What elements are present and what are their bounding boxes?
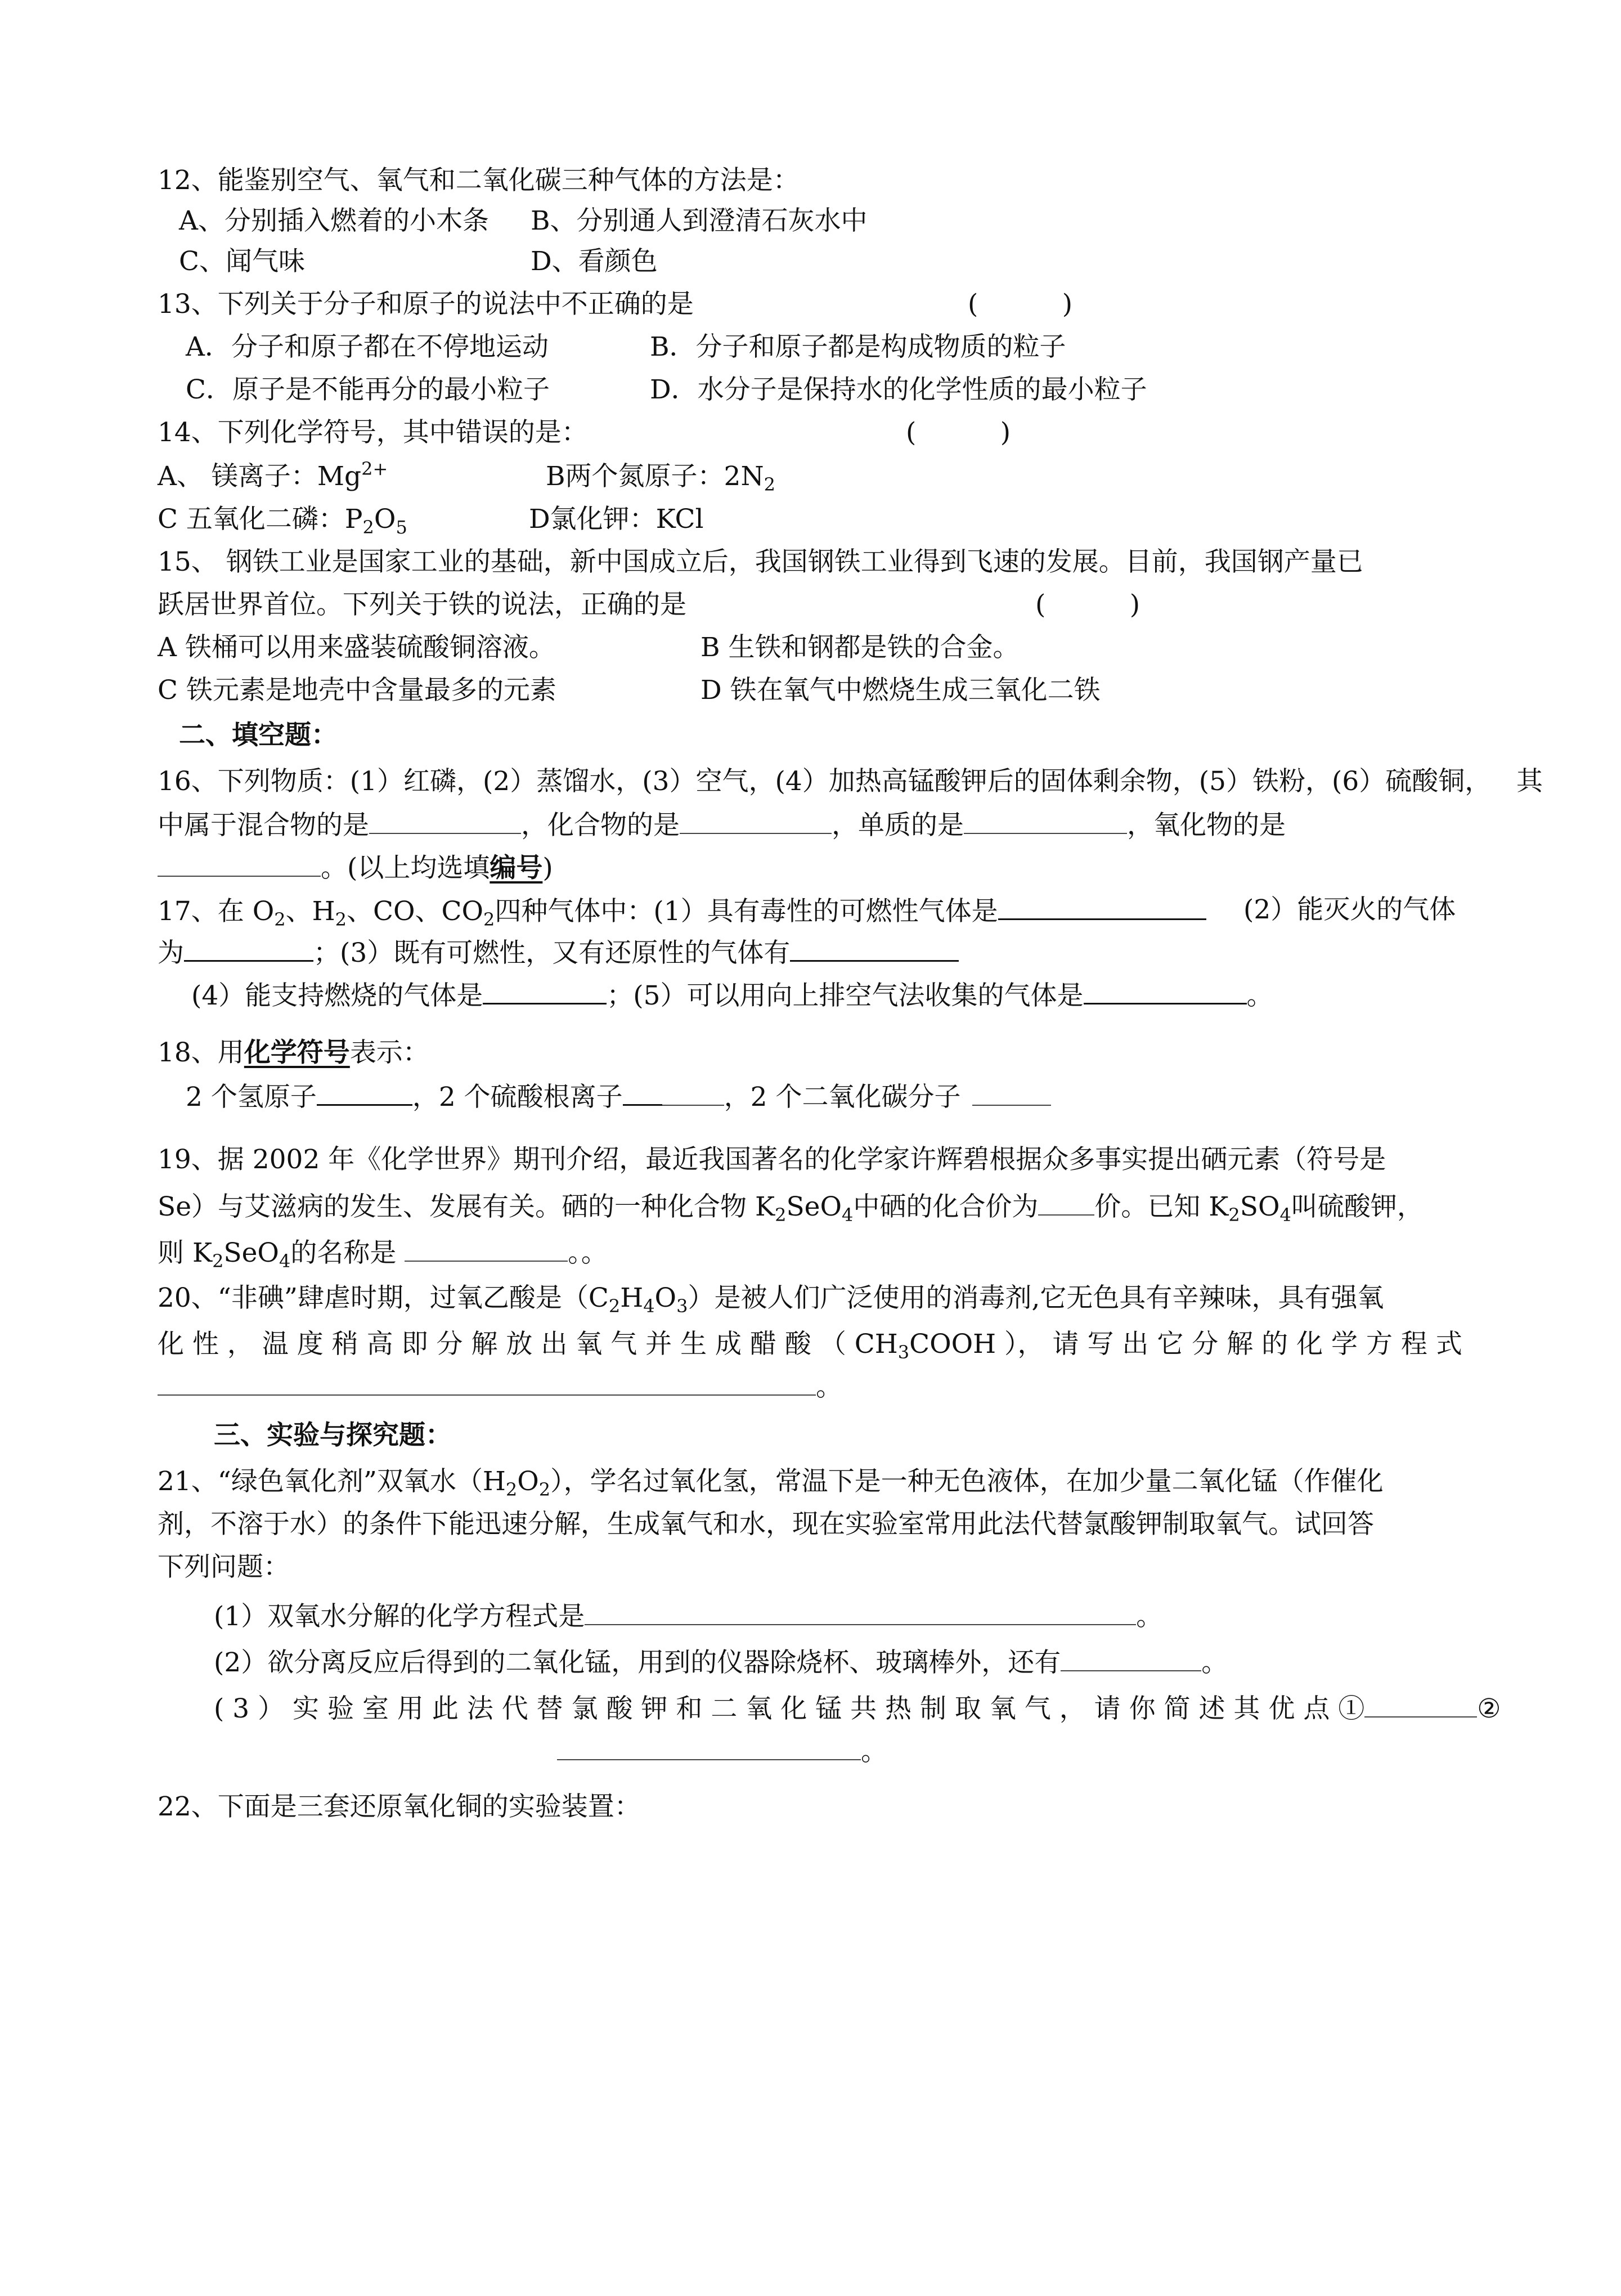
q21-line1 [158, 1464, 1621, 1499]
q14-options-cd [158, 502, 1621, 537]
q19-sub-4: 4 [1279, 1204, 1291, 1226]
q15-answer-paren: ( ) [1035, 589, 1140, 620]
q17-blank-toxic-fuel[interactable] [998, 893, 1206, 920]
q21-text-9: 。 [1201, 1647, 1228, 1678]
q16-text-7: 编号 [490, 853, 543, 884]
q14-option-c: C 五氧化二磷：$P_2O_5$ [158, 504, 407, 538]
q21-sub-2: 2 [538, 1479, 551, 1500]
section-experiment-title [214, 1418, 1621, 1453]
q17-blank-upward-air[interactable] [1084, 977, 1247, 1004]
q21-text-3: ），学名过氧化氢，常温下是一种无色液体，在加少量二氧化锰（作催化 [550, 1466, 1384, 1497]
q17-blank-support-combustion[interactable] [483, 977, 607, 1004]
q20-text-2: H [620, 1282, 644, 1313]
q21-text-6: (1）双氧水分解的化学方程式是 [214, 1601, 585, 1632]
q14-option-d: D氯化钾：KCl [529, 504, 704, 535]
q19-text-2: Se）与艾滋病的发生、发展有关。硒的一种化合物 K [158, 1191, 775, 1222]
q19-sub-6: 4 [279, 1250, 291, 1272]
q20-text-7: 。 [816, 1371, 842, 1402]
q19-text-1: 19、据 2002 年《化学世界》期刊介绍，最近我国著名的化学家许辉碧根据众多事实提出硒元素（符号是 [158, 1144, 1386, 1175]
q18-text-6: ，2 个二氧化碳分子 [724, 1082, 961, 1113]
q17-text-9: ；(5）可以用向上排空气法收集的气体是 [607, 980, 1084, 1011]
q20-text-4: ）是被人们广泛使用的消毒剂,它无色具有辛辣味，具有强氧 [688, 1282, 1384, 1313]
q16-text-8: ) [542, 853, 553, 884]
q19-line2 [158, 1189, 1621, 1225]
q19-sub-2: 4 [841, 1204, 854, 1226]
q18-text-1: 18、用 [158, 1037, 244, 1068]
q17-text-7: ；(3）既有可燃性，又有还原性的气体有 [313, 938, 791, 968]
q22-stem [158, 1790, 1621, 1824]
q15-stem-line1 [158, 545, 1621, 580]
q17-text-5: (2）能灭火的气体 [1243, 894, 1456, 925]
q21-line3 [158, 1550, 1621, 1585]
q15-option-c: C 铁元素是地壳中含量最多的元素 [158, 675, 556, 706]
q19-sub-1: 2 [775, 1204, 787, 1226]
q18-text-3: 表示： [349, 1037, 429, 1068]
q14-stem-text: 14、下列化学符号，其中错误的是： [158, 417, 588, 448]
q12-stem [158, 163, 1621, 198]
q13-option-c: C．原子是不能再分的最小粒子 [186, 374, 550, 405]
section-fill-in-title [179, 718, 1621, 753]
q18-text-2: 化学符号 [244, 1037, 350, 1068]
q13-option-a: A．分子和原子都在不停地运动 [186, 331, 549, 362]
q20-sub-1: 2 [608, 1295, 621, 1317]
q15-option-a: A 铁桶可以用来盛装硫酸铜溶液。 [158, 632, 555, 663]
q17-blank-extinguish[interactable] [184, 934, 313, 962]
q17-text-4: 四种气体中：(1）具有毒性的可燃性气体是 [495, 896, 998, 927]
q20-line1 [158, 1281, 1621, 1316]
q20-text-1: 20、“非碘”肆虐时期，过氧乙酸是（C [158, 1282, 609, 1313]
q19-sub-5: 2 [212, 1250, 224, 1272]
q18-text-4: 2 个氢原子 [186, 1082, 317, 1113]
q20-blank-equation[interactable] [158, 1369, 816, 1396]
q12-options-ab [179, 204, 1621, 239]
q19-sub-3: 2 [1228, 1204, 1240, 1226]
q22-stem-text: 22、下面是三套还原氧化铜的实验装置： [158, 1791, 641, 1822]
q15-option-d: D 铁在氧气中燃烧生成三氧化二铁 [701, 675, 1101, 706]
q19-text-6: SO [1240, 1191, 1280, 1222]
q14-option-a: A、 镁离子：$Mg^{2+}$ [158, 458, 388, 492]
q16-line2 [158, 807, 1621, 843]
q21-blank-advantage-1[interactable] [1364, 1690, 1477, 1717]
q19-blank-compound-name[interactable] [405, 1235, 568, 1262]
q17-line2 [158, 934, 1621, 971]
q19-text-4: 中硒的化合价为 [853, 1191, 1039, 1222]
q17-sub-1: 2 [274, 909, 286, 930]
q19-text-9: SeO [223, 1237, 279, 1268]
q16-blank-oxide[interactable] [158, 850, 321, 877]
q21-text-5: 下列问题： [158, 1551, 290, 1582]
q13-option-b: B．分子和原子都是构成物质的粒子 [650, 331, 1066, 362]
q21-sub1 [214, 1598, 1621, 1634]
q16-text-2: 中属于混合物的是 [158, 810, 369, 841]
q13-answer-paren: ( ) [968, 289, 1073, 320]
q13-stem-text: 13、下列关于分子和原子的说法中不正确的是 [158, 289, 694, 320]
q18-line2 [186, 1078, 1621, 1115]
q15-options-cd [158, 673, 1621, 708]
q14-answer-paren: ( ) [906, 417, 1011, 448]
q12-option-b: B、分别通人到澄清石灰水中 [531, 205, 868, 236]
q18-blank-hydrogen-atoms[interactable] [317, 1078, 412, 1106]
q16-text-3: ，化合物的是 [521, 810, 680, 841]
q12-option-d: D、看颜色 [531, 246, 658, 277]
q18-line1 [158, 1035, 1621, 1070]
q20-sub-2: 4 [643, 1295, 655, 1317]
q14-option-b: B两个氮原子：$2N_2$ [546, 461, 775, 495]
q15-options-ab [158, 630, 1621, 665]
q20-sub-3: 3 [676, 1295, 688, 1317]
q15-stem-text-1: 15、 钢铁工业是国家工业的基础，新中国成立后，我国钢铁工业得到飞速的发展。目前，我国钢产量已 [158, 546, 1363, 577]
q21-text-7: 。 [1136, 1601, 1163, 1632]
q16-text-5: ，氧化物的是 [1127, 810, 1286, 841]
q18-text-5: ，2 个硫酸根离子 [412, 1082, 623, 1113]
q19-text-11: 。。 [568, 1237, 608, 1268]
q21-text-10: ( 3 ） 实 验 室 用 此 法 代 替 氯 酸 钾 和 二 氧 化 锰 共 热 制 取 氧 气 ， 请 你 简 述 其 优 点 ① [214, 1693, 1365, 1724]
q18-blank-sulfate-ions-a[interactable] [623, 1078, 662, 1106]
q21-text-8: (2）欲分离反应后得到的二氧化锰，用到的仪器除烧杯、玻璃棒外，还有 [214, 1647, 1061, 1678]
q20-sub-4: 3 [897, 1342, 910, 1363]
q16-text-6: 。(以上均选填 [321, 853, 490, 884]
q19-text-7: 叫硫酸钾， [1291, 1191, 1424, 1222]
q13-option-d: D．水分子是保持水的化学性质的最小粒子 [650, 374, 1147, 405]
q15-stem-line2 [158, 588, 1621, 622]
q21-blank-instrument[interactable] [1061, 1644, 1201, 1671]
q16-text-1: 16、下列物质：(1）红磷，(2）蒸馏水，(3）空气，(4）加热高锰酸钾后的固体剩余物，(5）铁粉，(6）硫酸铜， 其 [158, 766, 1543, 797]
q20-text-6: COOH ）， 请 写 出 它 分 解 的 化 学 方 程 式 [909, 1329, 1462, 1360]
q20-text-5: 化 性 ， 温 度 稍 高 即 分 解 放 出 氧 气 并 生 成 醋 酸 （ CH [158, 1329, 898, 1360]
q21-text-11: ② [1477, 1693, 1501, 1724]
q19-text-10: 的名称是 [290, 1237, 405, 1268]
q20-line3 [158, 1369, 1621, 1405]
q21-text-1: 21、“绿色氧化剂”双氧水（H [158, 1466, 506, 1497]
q19-line3 [158, 1235, 1621, 1271]
q18-blank-co2-molecules[interactable] [972, 1079, 1051, 1106]
q17-line1 [158, 893, 1621, 929]
q16-blank-mixture[interactable] [369, 807, 521, 834]
q19-line1 [158, 1142, 1621, 1177]
q19-text-8: 则 K [158, 1237, 213, 1268]
q17-text-2: 、H [285, 896, 335, 927]
q17-text-6: 为 [158, 938, 184, 968]
q19-text-3: SeO [786, 1191, 842, 1222]
q21-text-12: 。 [861, 1736, 887, 1767]
q16-text-4: ，单质的是 [832, 810, 964, 841]
q13-options-cd [186, 373, 1621, 407]
q17-line3 [191, 977, 1621, 1014]
q12-stem-text: 12、能鉴别空气、氧气和二氧化碳三种气体的方法是： [158, 165, 800, 196]
q14-options-ab [158, 459, 1621, 494]
q14-stem [158, 415, 1621, 450]
q16-blank-compound[interactable] [680, 807, 832, 834]
q17-sub-3: 2 [483, 909, 495, 930]
q21-text-2: O [517, 1466, 539, 1497]
q21-text-4: 剂，不溶于水）的条件下能迅速分解，生成氧气和水，现在实验室常用此法代替氯酸钾制取氧气。试回答 [158, 1509, 1374, 1540]
q12-options-cd [179, 244, 1621, 279]
q21-sub3-line2 [557, 1733, 1621, 1769]
q21-blank-equation[interactable] [585, 1598, 1136, 1625]
q16-line3 [158, 850, 1621, 886]
q18-blank-sulfate-ions-b[interactable] [662, 1079, 724, 1106]
section2-title-text: 二、填空题： [179, 720, 338, 751]
q17-blank-reducing[interactable] [790, 934, 959, 962]
q20-text-3: O [654, 1282, 677, 1313]
q12-option-a: A、分别插入燃着的小木条 [179, 205, 489, 236]
q19-blank-valence[interactable] [1038, 1189, 1094, 1216]
q17-text-1: 17、在 O [158, 896, 275, 927]
q17-text-8: (4）能支持燃烧的气体是 [191, 980, 483, 1011]
q17-sub-2: 2 [335, 909, 347, 930]
q13-options-ab [186, 330, 1621, 365]
q17-text-10: 。 [1246, 980, 1273, 1011]
section3-title-text: 三、实验与探究题： [214, 1420, 452, 1451]
q15-option-b: B 生铁和钢都是铁的合金。 [701, 632, 1020, 663]
q15-stem-text-2: 跃居世界首位。下列关于铁的说法，正确的是 [158, 589, 686, 620]
q21-blank-advantage-2[interactable] [557, 1733, 861, 1760]
q13-stem [158, 287, 1621, 322]
q17-text-3: 、CO、CO [347, 896, 483, 927]
q12-option-c: C、闻气味 [179, 246, 305, 277]
q20-line2 [158, 1327, 1621, 1362]
q16-blank-element[interactable] [964, 807, 1127, 834]
q21-sub3 [214, 1690, 1621, 1727]
q19-text-5: 价。已知 K [1094, 1191, 1229, 1222]
q21-line2 [158, 1507, 1621, 1542]
q21-sub-1: 2 [505, 1479, 518, 1500]
q16-line1 [158, 764, 1621, 799]
q21-sub2 [214, 1644, 1621, 1680]
